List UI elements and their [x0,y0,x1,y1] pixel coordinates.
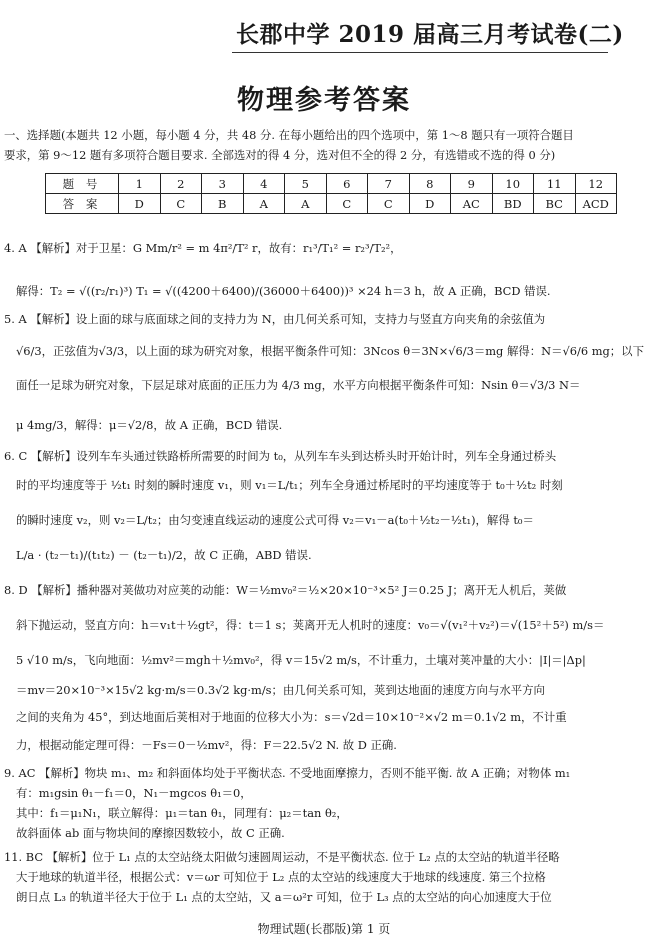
q9-line2: 有：m₁gsin θ₁－f₁＝0，N₁－mgcos θ₁＝0， [16,786,252,800]
q5-line3: 面任一足球为研究对象，下层足球对底面的正压力为 4/3 mg，水平方向根据平衡条件可知：Nsin θ＝√3/3 N＝ [16,378,581,392]
header-divider [232,52,608,53]
question-number: 4 [243,174,285,194]
document-title: 物理参考答案 [237,85,411,116]
q5-line1: 5. A 【解析】设上面的球与底面球之间的支持力为 N，由几何关系可知，支持力与竖直方向夹角的余弦值为 [4,312,546,326]
answer-cell: A [243,194,285,214]
question-number: 5 [285,174,327,194]
question-number: 3 [202,174,244,194]
row-label-answer: 答 案 [46,194,119,214]
q6-line1: 6. C 【解析】设列车车头通过铁路桥所需要的时间为 t₀，从列车车头到达桥头时开始计时，列车全身通过桥头 [4,449,557,463]
q8-line2: 斜下抛运动，竖直方向：h＝v₁t＋½gt²，得：t＝1 s；荚离开无人机时的速度：v₀＝√(v₁²＋v₂²)＝√(15²＋5²) m/s＝ [16,618,605,632]
question-number: 2 [160,174,202,194]
q6-line2: 时的平均速度等于 ½t₁ 时刻的瞬时速度 v₁，则 v₁＝L/t₁；列车全身通过桥尾时的平均速度等于 t₀＋½t₂ 时刻 [16,478,563,492]
answer-cell: ACD [575,194,617,214]
section1-intro-line1: 一、选择题(本题共 12 小题，每小题 4 分，共 48 分. 在每小题给出的四个选项中，第 1～8 题只有一项符合题目 [4,128,574,142]
q8-line5: 之间的夹角为 45°，到达地面后荚相对于地面的位移大小为：s＝√2d＝10×10⁻²×√2 m＝0.1√2 m，不计重 [16,710,567,724]
question-number: 6 [326,174,368,194]
answer-cell: C [160,194,202,214]
answer-cell: D [409,194,451,214]
question-number: 11 [534,174,576,194]
row-label-number: 题 号 [46,174,119,194]
page-footer: 物理试题(长郡版)第 1 页 [257,922,391,936]
q4-line2: 解得：T₂ = √((r₂/r₁)³) T₁ = √((4200＋6400)/(36000＋6400))³ ×24 h＝3 h，故 A 正确，BCD 错误. [16,284,551,298]
q8-line4: ＝mv＝20×10⁻³×15√2 kg·m/s＝0.3√2 kg·m/s；由几何关系可知，荚到达地面的速度方向与水平方向 [16,683,545,697]
question-number: 1 [119,174,161,194]
answer-cell: BC [534,194,576,214]
q8-line1: 8. D 【解析】播种器对荚做功对应荚的动能：W＝½mv₀²＝½×20×10⁻³×5² J＝0.25 J；离开无人机后，荚做 [4,583,567,597]
exam-header-title: 长郡中学 2019 届高三月考试卷(二) [236,21,624,48]
question-number: 7 [368,174,410,194]
answer-table-answer-row [46,194,617,214]
q9-line1: 9. AC 【解析】物块 m₁、m₂ 和斜面体均处于平衡状态. 不受地面摩擦力，否则不能平衡. 故 A 正确；对物体 m₁ [4,766,571,780]
answer-cell: B [202,194,244,214]
answer-cell: C [368,194,410,214]
answer-cell: C [326,194,368,214]
q6-line4: L/a · (t₂－t₁)/(t₁t₂) － (t₂－t₁)/2，故 C 正确，ABD 错误. [16,548,312,562]
answer-cell: A [285,194,327,214]
question-number: 9 [451,174,493,194]
q9-line3: 其中：f₁＝μ₁N₁，联立解得：μ₁＝tan θ₁，同理有：μ₂＝tan θ₂， [16,806,348,820]
q4-line1: 4. A 【解析】对于卫星：G Mm/r² = m 4π²/T² r，故有：r₁³/T₁² = r₂³/T₂²， [4,241,402,255]
q11-line2: 大于地球的轨道半径，根据公式：v＝ωr 可知位于 L₂ 点的太空站的线速度大于地球的线速度. 第三个拉格 [16,870,546,884]
answer-cell: BD [492,194,534,214]
q6-line3: 的瞬时速度 v₂，则 v₂＝L/t₂；由匀变速直线运动的速度公式可得 v₂＝v₁－a(t₀＋½t₂－½t₁)，解得 t₀＝ [16,513,534,527]
section1-intro-line2: 要求，第 9～12 题有多项符合题目要求. 全部选对的得 4 分，选对但不全的得 2 分，有选错或不选的得 0 分) [4,148,556,162]
q8-line3: 5 √10 m/s，飞向地面：½mv²＝mgh＋½mv₀²，得 v＝15√2 m/s，不计重力，土壤对荚冲量的大小：|I|＝|Δp| [16,653,586,667]
answer-table-number-row [46,174,617,194]
q5-line2: √6/3，正弦值为√3/3，以上面的球为研究对象，根据平衡条件可知：3Ncos θ＝3N×√6/3＝mg 解得：N＝√6/6 mg；以下 [16,344,644,358]
q11-line3: 朗日点 L₃ 的轨道半径大于位于 L₁ 点的太空站，又 a＝ω²r 可知，位于 L₃ 点的太空站的向心加速度大于位 [16,890,552,904]
q11-line1: 11. BC 【解析】位于 L₁ 点的太空站绕太阳做匀速圆周运动，不是平衡状态. 位于 L₂ 点的太空站的轨道半径略 [4,850,560,864]
question-number: 8 [409,174,451,194]
q8-line6: 力，根据动能定理可得：－Fs＝0－½mv²，得：F＝22.5√2 N. 故 D 正确. [16,738,397,752]
q9-line4: 故斜面体 ab 面与物块间的摩擦因数较小，故 C 正确. [16,826,285,840]
question-number: 10 [492,174,534,194]
answer-cell: D [119,194,161,214]
answer-cell: AC [451,194,493,214]
question-number: 12 [575,174,617,194]
answer-table [45,173,617,214]
q5-line4: μ 4mg/3，解得：μ＝√2/8，故 A 正确，BCD 错误. [16,418,283,432]
